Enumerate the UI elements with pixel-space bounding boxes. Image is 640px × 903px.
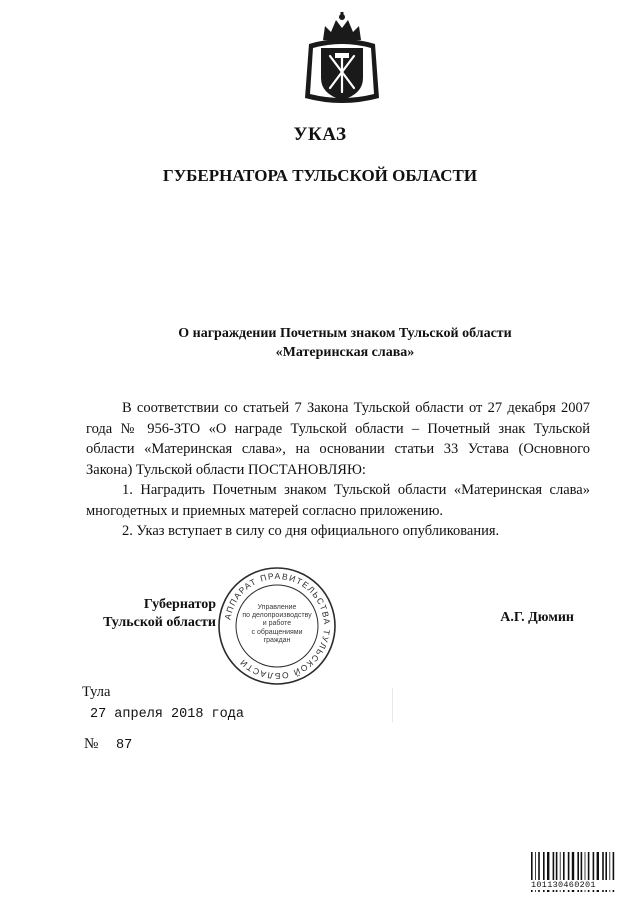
document-type-heading: УКАЗ: [293, 124, 347, 145]
position-line-2: Тульской области: [103, 615, 216, 630]
subject-line-1: О награждении Почетным знаком Тульской области: [178, 326, 512, 341]
decree-number: 87: [116, 738, 133, 753]
signatory-name: А.Г. Дюмин: [500, 610, 574, 625]
stamp-inner-text: [228, 604, 326, 645]
place-of-signing: Тула: [82, 684, 111, 700]
stamp-line: по делопроизводству: [242, 612, 312, 620]
stamp-line: Управление: [257, 604, 297, 611]
divider-line: [392, 688, 393, 722]
subject-line-2: «Материнская слава»: [275, 345, 415, 360]
stamp-line: и работе: [262, 620, 292, 628]
position-line-1: Губернатор: [143, 597, 216, 612]
tula-coat-of-arms-emblem: [301, 10, 383, 108]
decree-date: 27 апреля 2018 года: [90, 707, 244, 722]
stamp-line: граждан: [263, 636, 291, 644]
stamp-ring-text: АППАРАТ ПРАВИТЕЛЬСТВА ТУЛЬСКОЙ ОБЛАСТИ: [222, 570, 333, 682]
preamble-paragraph: В соответствии со статьей 7 Закона Тульской области от 27 декабря 2007 года № 956-ЗТО «О награде Тульской области – Почетный знак Тульской области «Материнская слава», на основании статьи 33 Устава (Основного Закона) Тульской области ПОСТАНОВЛЯЮ:: [86, 400, 590, 478]
decree-body: [86, 398, 590, 542]
number-sign: №: [84, 736, 99, 752]
signatory-position: [100, 596, 216, 632]
stamp-line: с обращениями: [251, 628, 303, 636]
decree-item-2: 2. Указ вступает в силу со дня официального опубликования.: [122, 523, 500, 539]
decree-subject: [120, 324, 570, 362]
issuer-heading: ГУБЕРНАТОРА ТУЛЬСКОЙ ОБЛАСТИ: [162, 166, 478, 185]
barcode-digits: 101130460201: [531, 880, 629, 890]
decree-item-1: 1. Наградить Почетным знаком Тульской области «Материнская слава» многодетных и приемных матерей согласно приложению.: [86, 482, 590, 519]
